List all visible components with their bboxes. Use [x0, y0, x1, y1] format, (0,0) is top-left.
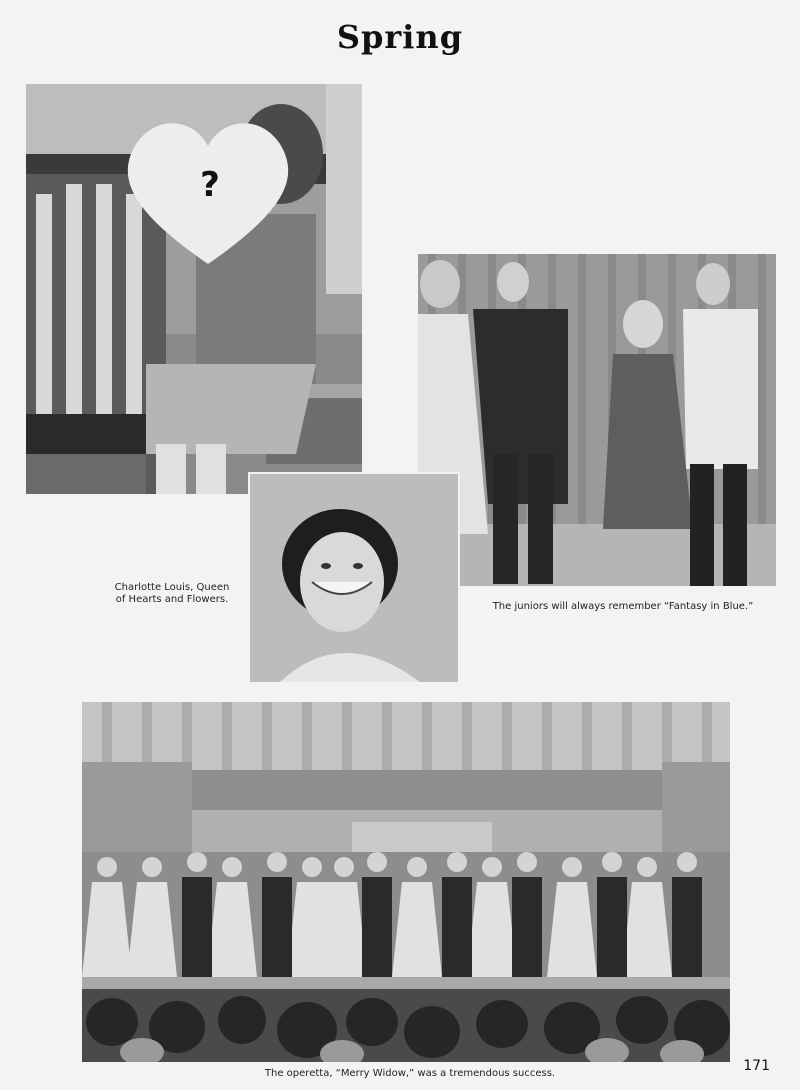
- heart-question-mark: ?: [200, 165, 220, 205]
- queen-caption: Charlotte Louis, Queen of Hearts and Flowers.: [114, 582, 230, 605]
- page-title: Spring: [336, 18, 464, 56]
- operetta-photo: [82, 702, 730, 1062]
- operetta-caption: The operetta, “Merry Widow,” was a tremendous success.: [264, 1068, 556, 1079]
- dance-caption: The juniors will always remember “Fantasy in Blue.”: [492, 601, 754, 612]
- operetta-photo-graphic: [82, 702, 730, 1062]
- dance-photo: [418, 254, 776, 586]
- dance-photo-graphic: [418, 254, 776, 586]
- couple-photo: [26, 84, 362, 494]
- queen-portrait-photo: [248, 472, 460, 684]
- couple-photo-graphic: [26, 84, 362, 494]
- queen-portrait-graphic: [250, 474, 458, 682]
- page-number: 171: [743, 1058, 770, 1074]
